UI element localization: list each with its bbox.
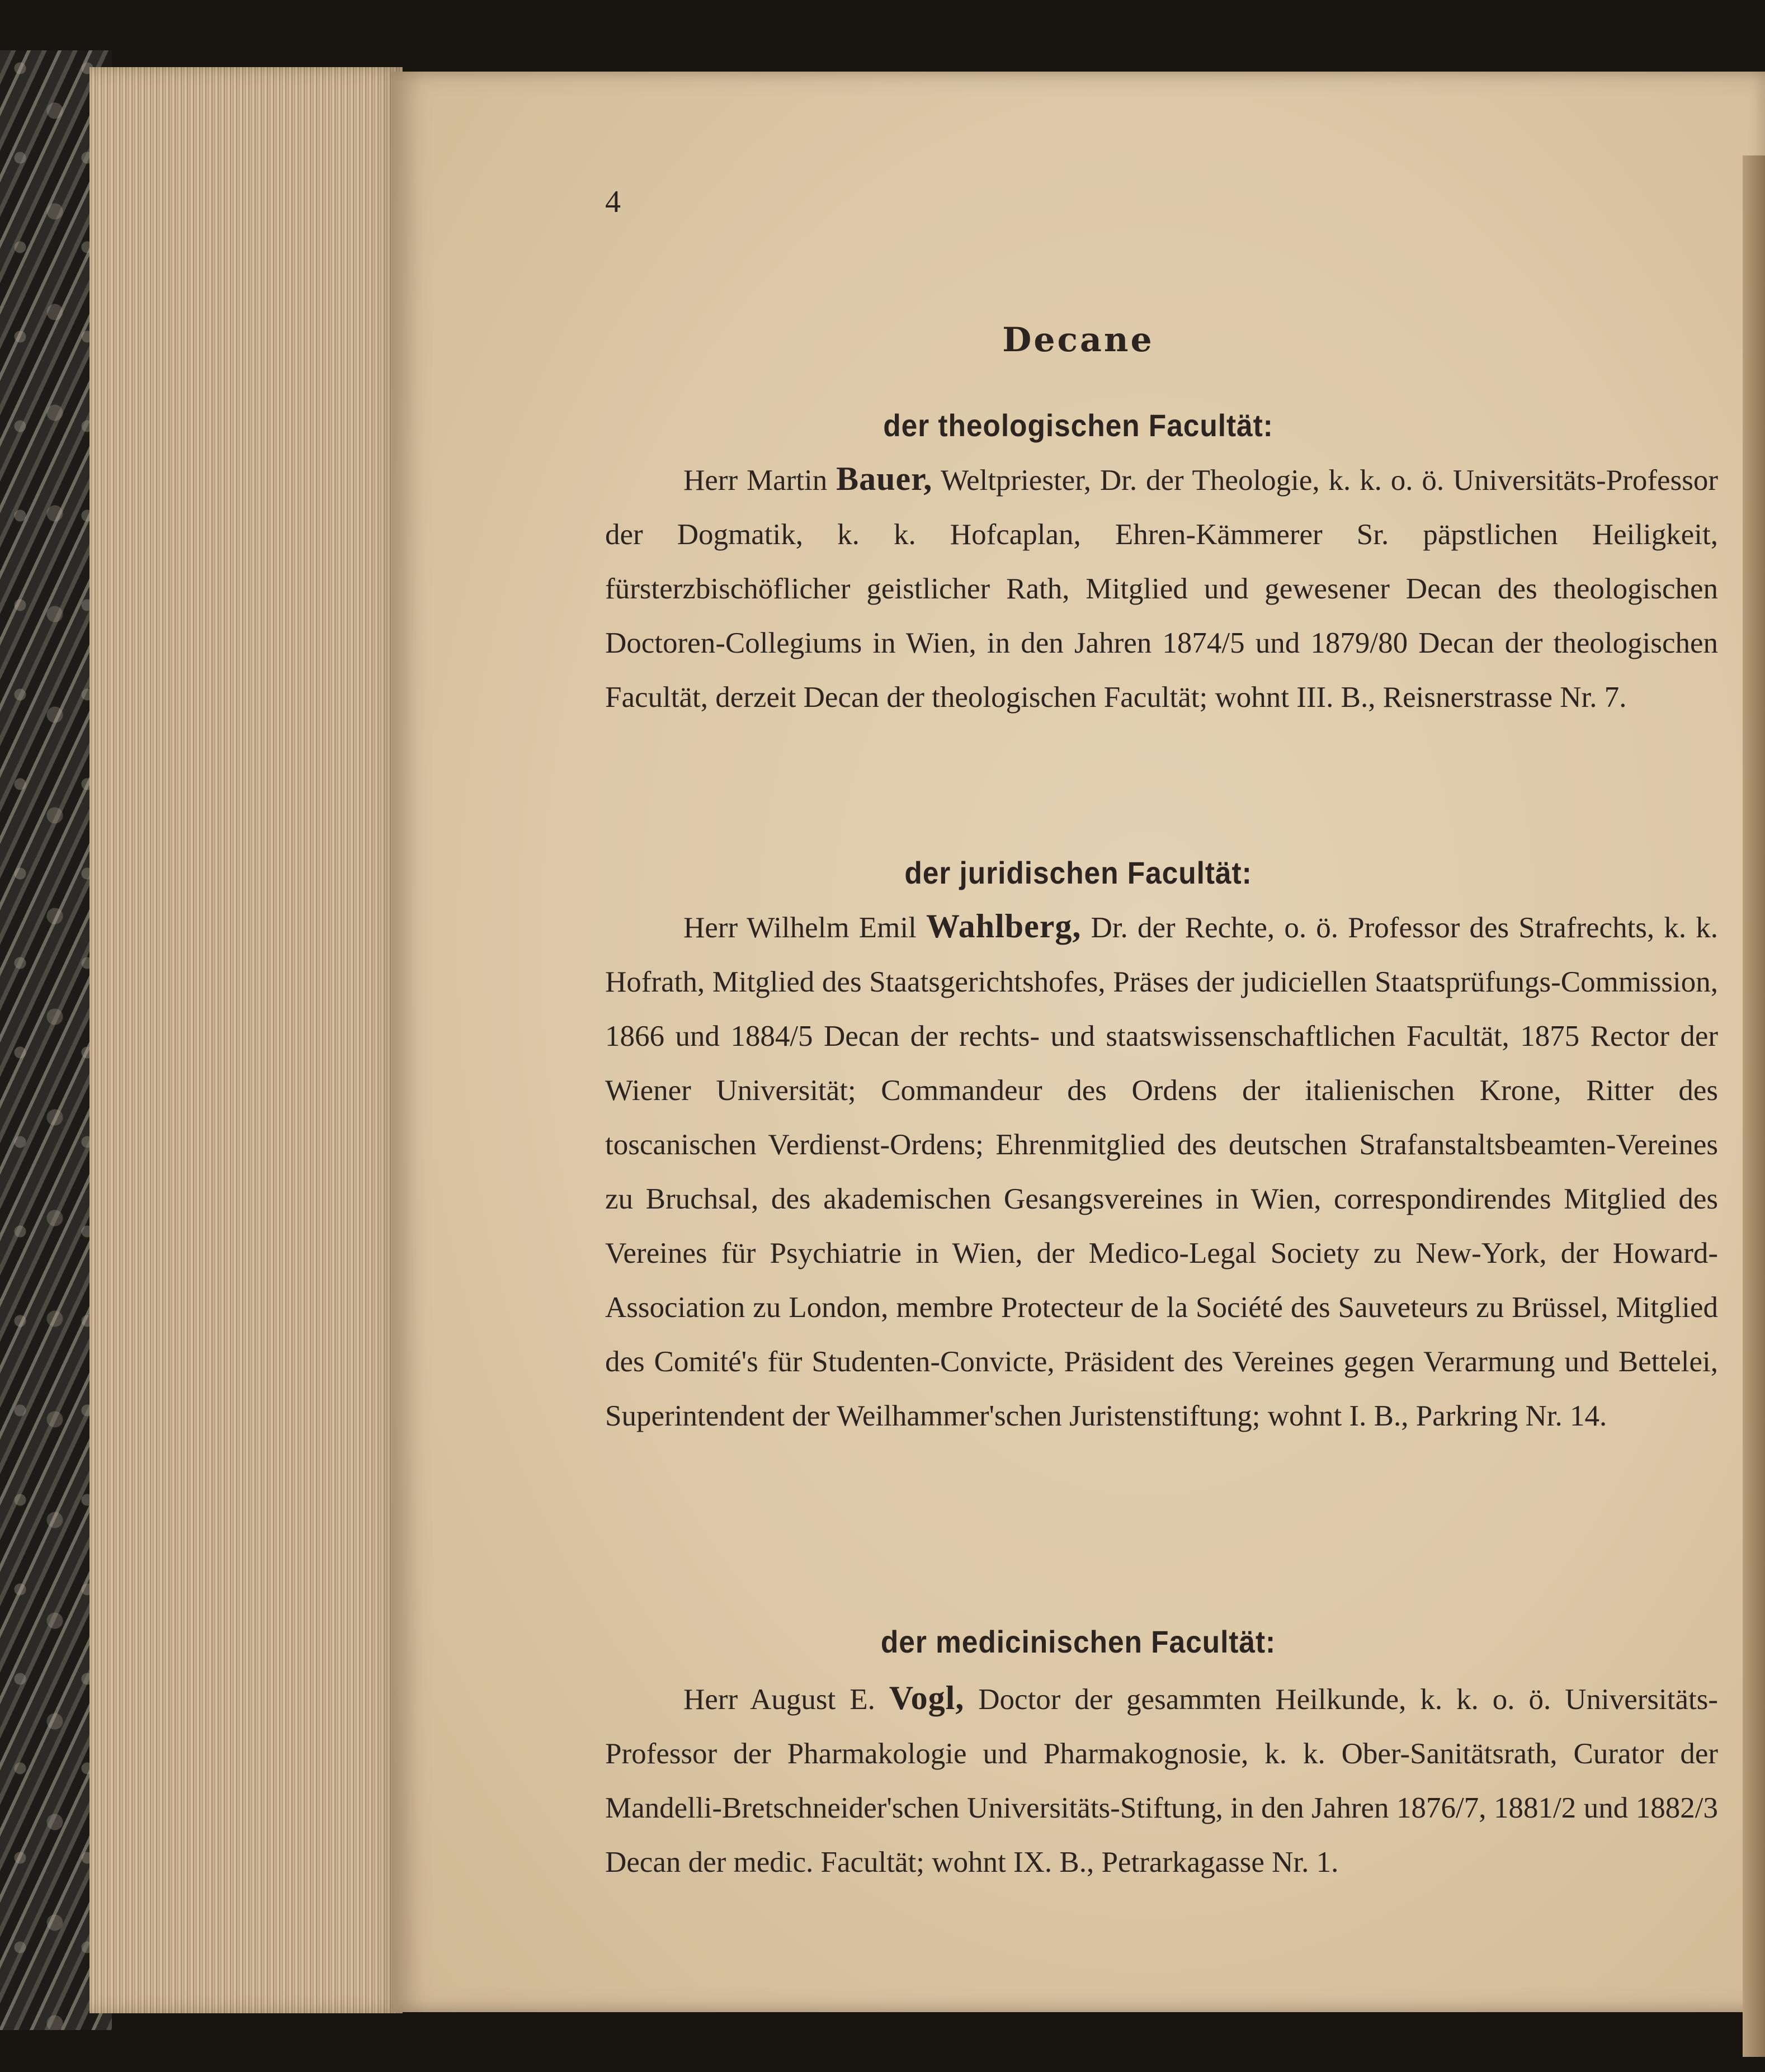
- page-number: 4: [605, 185, 621, 219]
- dean-name: Vogl,: [889, 1679, 965, 1716]
- section-text-theology: [605, 452, 1718, 725]
- page-stack-edges: [89, 67, 403, 2013]
- dean-name: Wahlberg,: [926, 908, 1082, 945]
- section-heading-theology: der theologischen Facultät:: [883, 408, 1273, 443]
- entry-lead: Herr Wilhelm Emil: [683, 912, 927, 944]
- entry-lead: Herr August E.: [683, 1683, 889, 1716]
- section-text-law: [605, 899, 1718, 1443]
- entry-description: Doctor der gesammten Heilkunde, k. k. o. ö. Universitäts-Professor der Pharmakologie und Pharmakognosie, k. k. Ober-Sanitätsrath, Curator der Mandelli-Bretschneider'schen Universitäts-Stiftung, in den Jahren 1876/7, 1881/2 und 1882/3 Decan der medic. Facultät; wohnt IX. B., Petrarkagasse Nr. 1.: [605, 1683, 1718, 1879]
- right-page-edge: [1743, 155, 1765, 2057]
- section-text-medicine: [605, 1671, 1718, 1890]
- dean-name: Bauer,: [836, 460, 933, 497]
- entry-description: Weltpriester, Dr. der Theologie, k. k. o. ö. Universitäts-Professor der Dogmatik, k. k. Hofcaplan, Ehren-Kämmerer Sr. päpstlichen Heiligkeit, fürsterzbischöflicher geistlicher Rath, Mitglied und gewesener Decan des theologischen Doctoren-Collegiums in Wien, in den Jahren 1874/5 und 1879/80 Decan der theologischen Facultät, derzeit Decan der theologischen Facultät; wohnt III. B., Reisnerstrasse Nr. 7.: [605, 464, 1718, 714]
- section-heading-law: der juridischen Facultät:: [904, 855, 1252, 890]
- book-page: [391, 72, 1765, 2012]
- entry-description: Dr. der Rechte, o. ö. Professor des Strafrechts, k. k. Hofrath, Mitglied des Staatsgerichtshofes, Präses der judiciellen Staatsprüfungs-Commission, 1866 und 1884/5 Decan der rechts- und staatswissenschaftlichen Facultät, 1875 Rector der Wiener Universität; Commandeur des Ordens der italienischen Krone, Ritter des toscanischen Verdienst-Ordens; Ehrenmitglied des deutschen Strafanstaltsbeamten-Vereines zu Bruchsal, des akademischen Gesangsvereines in Wien, correspondirendes Mitglied des Vereines für Psychiatrie in Wien, der Medico-Legal Society zu New-York, der Howard-Association zu London, membre Protecteur de la Société des Sauveteurs zu Brüssel, Mitglied des Comité's für Studenten-Convicte, Präsident des Vereines gegen Verarmung und Bettelei, Superintendent der Weilhammer'schen Juristenstiftung; wohnt I. B., Parkring Nr. 14.: [605, 912, 1718, 1432]
- page-title: Decane: [1002, 320, 1154, 360]
- section-heading-medicine: der medicinischen Facultät:: [880, 1624, 1276, 1659]
- entry-lead: Herr Martin: [683, 464, 837, 497]
